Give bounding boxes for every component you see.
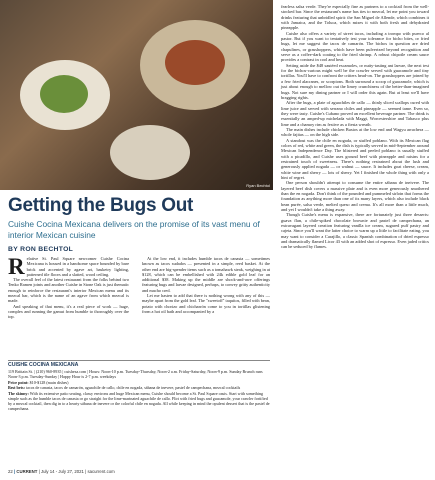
paragraph: Though Cuishe's menu is expansive, there are fortunately just three desserts: guava flan, a chile-spiked chocolate brownie and pastel de campechana, an extravagant layered creation featuring vanilla ice cream, sugared puff pastry and cajeta. Since you'll want the latter choice to warm up a little to facilitate eating, you may want to consider a Carajillo, a classic Spanish combination of dried espresso and dramatically flamed Licor 43 with an added shot of espresso. Even jaded critics can be seduced by flames. bbox=[281, 212, 429, 250]
info-line bbox=[8, 369, 270, 379]
info-label: Best bets: bbox=[8, 385, 25, 391]
restaurant-info-box bbox=[8, 360, 270, 411]
info-text: tacos de canasta, tacos de camarón, aguachile de callo, chile en nogada, sábana de inevere, pastel de campechana, mezcal cocktails bbox=[25, 385, 241, 391]
paragraph: The overall feel of the latest restaurant from the folks behind two Tenko Ramen joints and another Cuishe in Stone Oak is just thematic enough to reinforce the restaurant's interior Mexican menu and its mezcal bar, which is the name of an agave from which mezcal is made. bbox=[8, 277, 129, 304]
paragraph: After the bugs, a plate of aguachiles de callo — thinly sliced scallops cured with lime juice and served with serrano chiles and pineapple — seemed tame. Even so, they were tasty. Cuishe's Cubano proved an excellent beverage partner. The drink is essentially an amped-up michelada with Maggi, Worcestershire and Tabasco plus lime and a chamoy rim as festive as a fiesta wreath. bbox=[281, 100, 429, 127]
publication-name: CURRENT bbox=[16, 469, 38, 474]
paragraph: elative St. Paul Square newcomer Cuishe Cocina Mexicana is housed in a handsome space bounded by bare brick and accented by agave art, basketry lighting, patterned tile floors and a slatted, wood ceiling. bbox=[26, 256, 129, 277]
paragraph: Let me hasten to add that there is nothing wrong with any of this — maybe apart from the gold leaf. The "sweetoff" taquitos, filled with bean, potato with chorizo and chicharrón come to you in tortillas glistening from a hot oil bath and accompanied by a bbox=[142, 293, 270, 314]
paragraph: And speaking of that menu, it's a real piece of work — huge, complex and running the gamut from humble to thoroughly over the top. bbox=[8, 303, 129, 320]
drop-cap: R bbox=[8, 254, 25, 279]
footer-separator: | bbox=[38, 469, 40, 474]
food-shape bbox=[165, 40, 225, 85]
info-line bbox=[8, 385, 270, 390]
article-column-middle bbox=[142, 256, 270, 314]
info-label: The skinny: bbox=[8, 390, 29, 396]
article-column-right bbox=[281, 4, 429, 250]
paragraph: One person shouldn't attempt to consume the entire sábana de ineivere. The layered beef dish covers a massive plate and is even more generously smothered than the en nogada. Don't think of the pounded and pummeled sirloin that forms the foundation as anything more than one of its many layers, which also include black bean purée, salsa verde, melted queso and crema. It's all more than a little much, and yet I wouldn't take a thing away. bbox=[281, 180, 429, 213]
paragraph: Setting aside the $48 sautéed escamoles, or nutty-tasting ant larvae, the next test for the bichos-curious might well be the crawler served with guacamole and tiny tortillas. You'll have to confront the critters head-on. The grasshoppers are joined by a few fried alacranes, or scorpions. Both surround a scoop of guacamole, which is just about enough to mellow out the limey crunchiness of the better-than-imagined bugs. Not sure my dining partner or I will order this again. But at least we'll have bragging rights. bbox=[281, 62, 429, 100]
website: sacurrent.com bbox=[87, 469, 115, 474]
info-line bbox=[8, 391, 270, 411]
article-column-left bbox=[8, 256, 129, 320]
photo-credit: Ryan Bechtol bbox=[246, 183, 270, 188]
info-text: 119 Brittain St. | (210) 960-8935 | cuishesa.com | Hours: Noon-10 p.m. Tuesday-Thursday, Noon-2 a.m. Friday-Saturday, Noon-9 p.m. Sunday Brunch runs Noon-3 p.m. Tuesday-Sunday | Happy Hour is 2-7 p.m. weekdays bbox=[8, 369, 263, 379]
byline: BY RON BECHTOL bbox=[8, 246, 74, 253]
paragraph: Cuishe also offers a variety of street tacos, including a trompo with puerco al pastor. But if you want to tentatively test your tolerance for bicho bites, or fried bugs, let me suggest the tacos de camarón. The bichos in question are dried chapulines, or grasshoppers, which have been pulverized beyond recognition and serve as a coffee-dark coating to the fried shrimp. A robust chipotle cream sauce provides a contrast in cool and heat. bbox=[281, 30, 429, 63]
info-text: With its extensive patio seating, classy environs and huge Mexican menu, Cuishe should become a St. Paul Square oasis. Start with something simple such as the humble tacos de canasta or go straight for the lime-marinated aguachile de callo. Flirt with fried bugs and guacamole, your crawler fortified by a mezcal cocktail, then dig in to a hearty sábana de inevere or the colorful chile en nogada. All while keeping in mind the opulent dessert that is the pastel de campechana. bbox=[8, 390, 270, 411]
paragraph: fearless salsa verde. They're especially fine as partners to a cocktail from the well-stocked bar. Since the restaurant's name has ties to mezcal, let me point you toward drinks featuring that unbridled spirit: the San Miguel de Allende, which combines it with Jamaica, and the Toluca, which mixes it with both fresh and dehydrated pineapple. bbox=[281, 4, 429, 31]
plate-shape bbox=[110, 125, 190, 180]
issue-date: July 14 - July 27, 2021 bbox=[40, 469, 84, 474]
page-footer bbox=[8, 469, 115, 474]
paragraph: The main dishes include chicken Bustos at the low end and Wagyu arrachera — whole fajitas — on the high side. bbox=[281, 126, 429, 138]
info-text: $10-$128 (main dishes) bbox=[29, 379, 69, 385]
guacamole-shape bbox=[40, 75, 88, 113]
headline: Getting the Bugs Out bbox=[8, 195, 194, 216]
paragraph: A standout was the chile en nogada, or stuffed poblano. With its Mexican flag colors of red, white and green, the dish is typically served in mid-September around Mexican Independence Day. The blistered and peeled poblano is usually stuffed with a picadillo, and Cuishe uses ground beef with pineapple and raisins for a restrained touch of sweetness. There's nothing restrained about the lush and generously applied nogada — or walnut — sauce. It includes goat cheese, cream, white wine and sherry — lots of sherry. Yet I finished the whole thing with only a hint of regret. bbox=[281, 137, 429, 180]
info-line bbox=[8, 380, 270, 385]
info-box-title: CUISHE COCINA MEXICANA bbox=[8, 362, 79, 368]
paragraph: At the low end, it includes humble tacos de canasta — sometimes known as tacos sudados — presented in a simple, reed basket. At the other end are big-spender items such as a tomahawk steak, weighing in at $128, which can be embellished with 24k edible gold leaf for an additional $38. Making up the middle are shock-and-awe offerings featuring bugs and larvae designed, perhaps, to convey gritty authenticity and macho cred. bbox=[142, 256, 270, 293]
subhead: Cuishe Cocina Mexicana delivers on the promise of its vast menu of interior Mexican cuisine bbox=[8, 219, 260, 240]
footer-separator: | bbox=[85, 469, 87, 474]
food-photo bbox=[0, 0, 273, 190]
footer-separator: | bbox=[13, 469, 16, 474]
info-label: Price point: bbox=[8, 379, 29, 385]
page-number: 22 bbox=[8, 469, 13, 474]
